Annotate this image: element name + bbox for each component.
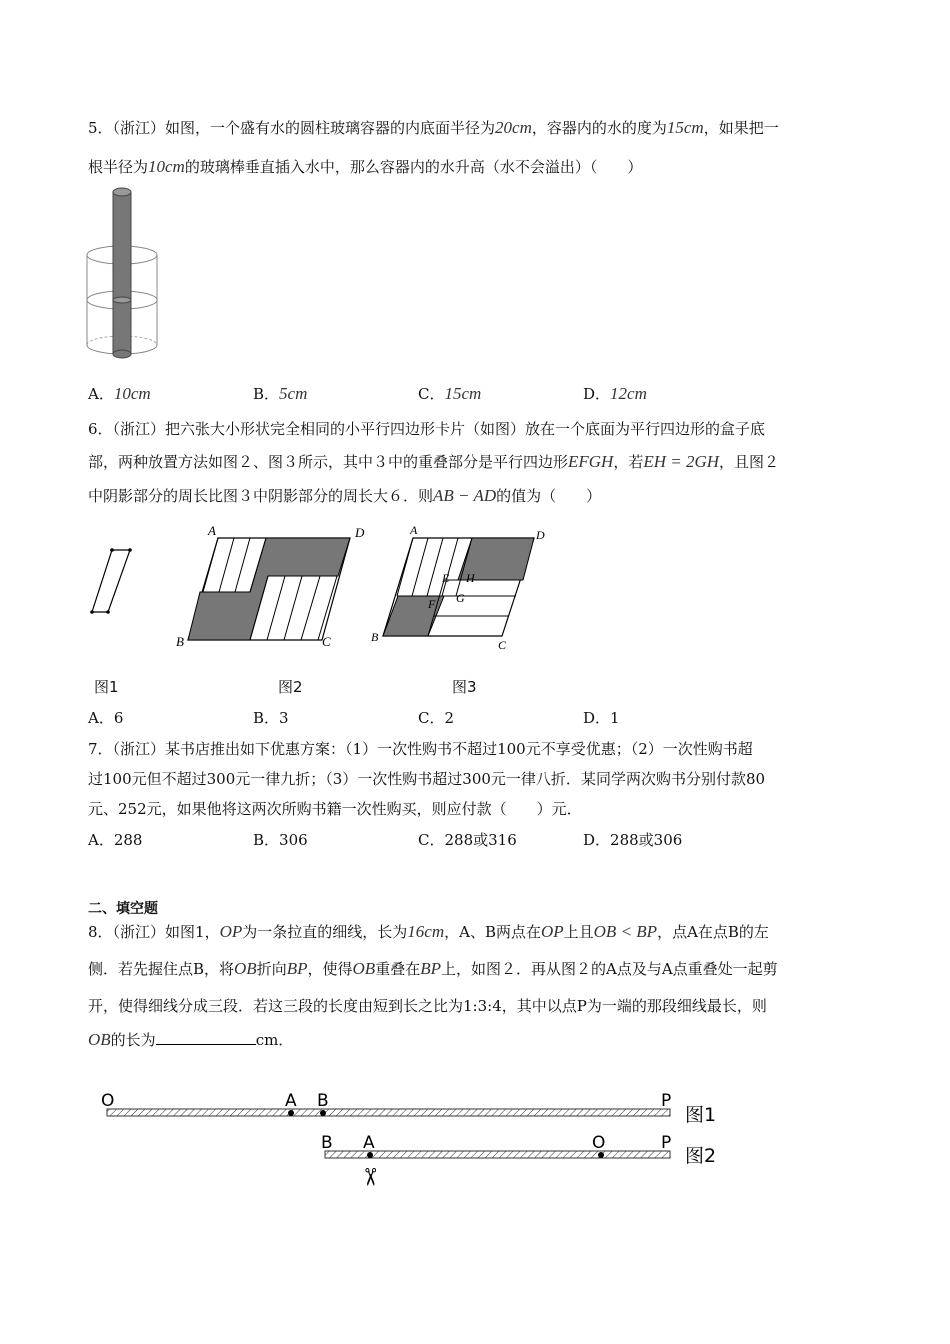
q8-text: 折向 — [256, 960, 287, 978]
q8-line2 — [88, 959, 778, 979]
string-fig2 — [325, 1151, 670, 1158]
fig2-label-c: C — [322, 634, 331, 649]
math: BP — [420, 959, 441, 978]
q6-line3 — [88, 486, 601, 506]
q6-text: ，若 — [613, 453, 644, 471]
q6-text: ，且图２ — [719, 453, 780, 471]
q8-figure — [95, 1088, 735, 1198]
option-value: 6 — [113, 709, 124, 727]
q6-option-a[interactable] — [88, 708, 123, 728]
math: OB < BP — [593, 922, 658, 941]
q7-option-a[interactable] — [88, 830, 142, 850]
math: 20cm — [495, 118, 532, 137]
label-p-fig2: P — [661, 1133, 672, 1153]
option-letter: C． — [418, 385, 445, 403]
q5-option-d[interactable] — [583, 384, 647, 404]
option-value: 3 — [279, 709, 289, 727]
section-title: 二、填空题 — [88, 901, 158, 917]
q6-text: 6．（浙江）把六张大小形状完全相同的小平行四边形卡片（如图）放在一个底面为平行四边形的盒子底 — [88, 420, 766, 438]
fig2-label-a: A — [208, 523, 216, 538]
fig3-label-e: E — [442, 571, 450, 585]
fig-caption-2: 图2 — [278, 678, 303, 696]
q6-option-b[interactable] — [253, 708, 289, 728]
q8-text: ，A、B两点在 — [444, 923, 541, 941]
answer-blank[interactable] — [156, 1030, 256, 1045]
q6-option-c[interactable] — [418, 708, 454, 728]
option-value: 10cm — [113, 384, 151, 403]
q8-line4 — [88, 1030, 293, 1050]
math: BP — [286, 959, 308, 978]
q8-text: 为一条拉直的细线，长为 — [242, 923, 408, 941]
q5-line1 — [88, 118, 779, 138]
label-a-fig1: A — [285, 1091, 297, 1111]
q6-figure-1 — [88, 546, 138, 616]
label-o-fig2: O — [592, 1133, 606, 1153]
option-letter: B． — [253, 709, 280, 727]
option-value: 288 — [113, 831, 143, 849]
option-value: 12cm — [610, 384, 647, 403]
q7-line3: 元、252元，如果他将这两次所购书籍一次性购买，则应付款（ ）元． — [88, 800, 582, 818]
option-value: 15cm — [444, 384, 482, 403]
option-letter: C． — [418, 831, 445, 849]
q5-text: 的玻璃棒垂直插入水中，那么容器内的水升高（水不会溢出）（ ） — [184, 158, 643, 176]
math: OB — [352, 959, 376, 978]
q5-option-a[interactable] — [88, 384, 151, 404]
option-letter: D． — [583, 709, 611, 727]
string-fig1 — [107, 1109, 670, 1116]
math: OB — [234, 959, 257, 978]
math: OP — [540, 922, 564, 941]
option-value: 288或306 — [610, 831, 683, 849]
q5-text: 5．（浙江）如图，一个盛有水的圆柱玻璃容器的内底面半径为 — [88, 119, 496, 137]
scissors-icon: ✂ — [356, 1167, 384, 1188]
fig3-label-d: D — [536, 528, 545, 542]
q6-figure-2 — [170, 520, 370, 650]
label-a-fig2: A — [363, 1133, 375, 1153]
fig3-label-b: B — [371, 630, 379, 644]
q7-option-b[interactable] — [253, 830, 308, 850]
option-letter: D． — [583, 385, 611, 403]
q6-figure-3 — [368, 518, 558, 658]
q8-text: ，点A在点B的左 — [657, 923, 769, 941]
q6-line1 — [88, 419, 765, 439]
q5-line2 — [88, 157, 642, 177]
math: OB — [88, 1030, 111, 1049]
q5-text: ，容器内的水的度为 — [531, 119, 667, 137]
fig2-label-b: B — [176, 634, 184, 649]
unit: cm． — [255, 1031, 294, 1049]
math: EFGH — [568, 452, 614, 471]
q5-option-b[interactable] — [253, 384, 307, 404]
q7-line2: 过100元但不超过300元一律九折；（3）一次性购书超过300元一律八折．某同学两次购书分别付款80 — [88, 770, 766, 788]
fig-caption-3: 图3 — [452, 678, 477, 696]
fig3-label-f: F — [428, 597, 436, 611]
option-value: 1 — [610, 709, 620, 727]
q8-text: 侧．若先握住点B，将 — [88, 960, 235, 978]
caption-fig2: 图2 — [685, 1145, 717, 1167]
q5-text: ，如果把一 — [703, 119, 779, 137]
option-value: 5cm — [279, 384, 308, 403]
q8-text: 的长为 — [110, 1031, 156, 1049]
q6-option-d[interactable] — [583, 708, 620, 728]
option-letter: B． — [253, 831, 280, 849]
q7-option-d[interactable] — [583, 830, 682, 850]
fig3-label-c: C — [498, 638, 507, 652]
option-letter: B． — [253, 385, 280, 403]
fig3-label-h: H — [466, 571, 475, 585]
math: AB − AD — [433, 486, 497, 505]
math: EH = 2GH — [643, 452, 720, 471]
q8-text: 上且 — [563, 923, 594, 941]
option-value: 2 — [444, 709, 455, 727]
math: 16cm — [407, 922, 445, 941]
caption-fig1: 图1 — [685, 1104, 717, 1126]
q6-text: 的值为（ ） — [496, 487, 602, 505]
q8-text: 上，如图２．再从图２的 — [440, 960, 606, 978]
q6-text: 部，两种放置方法如图２、图３所示，其中３中的重叠部分是平行四边形 — [88, 453, 569, 471]
option-letter: A． — [88, 709, 114, 727]
math: 15cm — [666, 118, 704, 137]
option-letter: A． — [88, 385, 114, 403]
fig3-label-a: A — [410, 523, 418, 537]
option-letter: C． — [418, 709, 445, 727]
fig3-label-g: G — [456, 591, 465, 605]
q5-option-c[interactable] — [418, 384, 481, 404]
q8-line3: 开，使得细线分成三段．若这三段的长度由短到长之比为1:3:4，其中以点P为一端的那段细线最长，则 — [88, 997, 767, 1015]
q7-option-c[interactable] — [418, 830, 517, 850]
label-o-fig1: O — [101, 1091, 115, 1111]
option-letter: D． — [583, 831, 611, 849]
fig2-label-d: D — [355, 525, 365, 540]
label-p-fig1: P — [661, 1091, 672, 1111]
math: 10cm — [148, 157, 185, 176]
q6-text: 中阴影部分的周长比图３中阴影部分的周长大６．则 — [88, 487, 434, 505]
q5-text: 根半径为 — [88, 158, 149, 176]
fig-caption-1: 图1 — [94, 678, 119, 696]
q8-text: 8．（浙江）如图1， — [88, 923, 220, 941]
q8-line1 — [88, 922, 769, 942]
label-b-fig1: B — [317, 1091, 329, 1111]
option-letter: A． — [88, 831, 114, 849]
q8-text: 重叠在 — [375, 960, 421, 978]
option-value: 288或316 — [444, 831, 517, 849]
cylinder-figure — [85, 185, 165, 365]
q7-line1: 7．（浙江）某书店推出如下优惠方案：（1）一次性购书不超过100元不享受优惠；（2）一次性购书超 — [88, 740, 753, 758]
q8-emphasis-text: A点及与A点重叠处一起剪 — [606, 960, 778, 978]
label-b-fig2: B — [321, 1133, 333, 1153]
option-value: 306 — [279, 831, 308, 849]
q6-line2 — [88, 452, 779, 472]
q8-text: ，使得 — [307, 960, 353, 978]
math: OP — [219, 922, 243, 941]
